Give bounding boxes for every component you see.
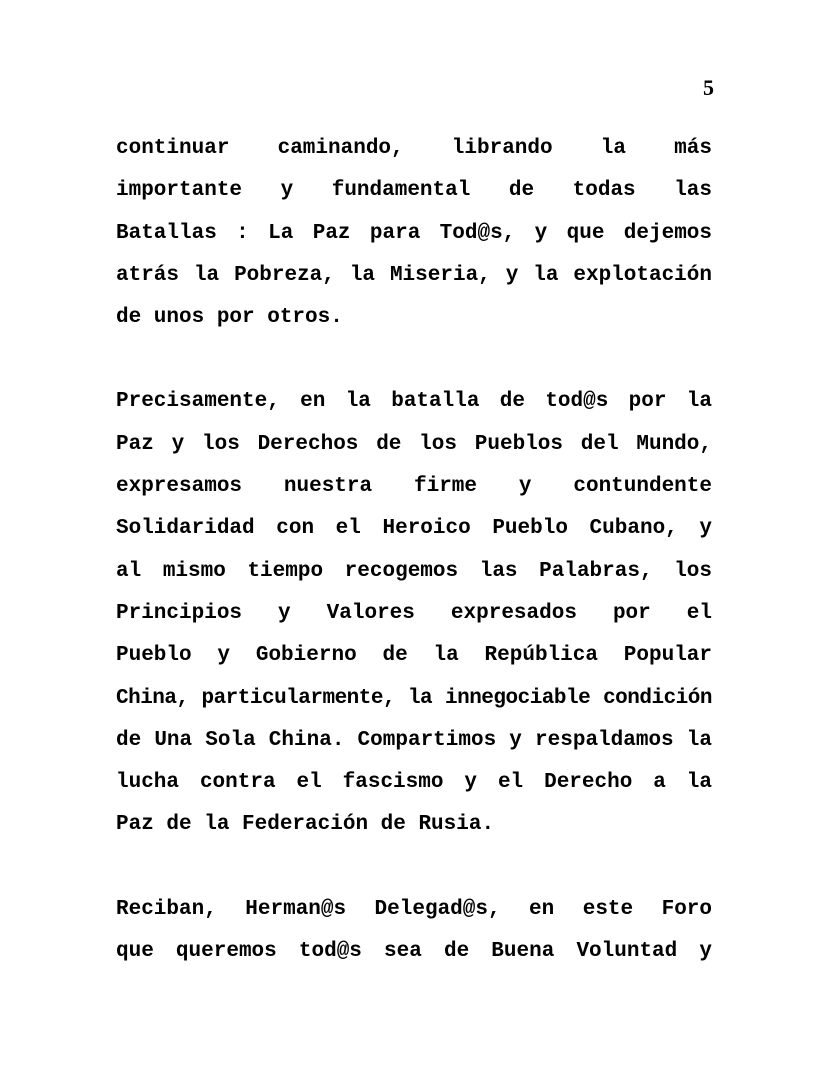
text-line: lucha contra el fascismo y el Derecho a la bbox=[116, 771, 712, 795]
text-line: Pueblo y Gobierno de la República Popular bbox=[116, 644, 712, 668]
text-line: de Una Sola China. Compartimos y respaldamos la bbox=[116, 728, 712, 752]
text-line: Paz de la Federación de Rusia. bbox=[116, 813, 495, 837]
text-line: Batallas : La Paz para Tod@s, y que dejemos bbox=[116, 221, 712, 245]
text-line: de unos por otros. bbox=[116, 306, 343, 330]
text-line: Precisamente, en la batalla de tod@s por la bbox=[116, 390, 712, 414]
page-number: 5 bbox=[703, 75, 714, 100]
text-line: continuar caminando, librando la más bbox=[116, 137, 712, 160]
body-text bbox=[116, 128, 712, 1015]
text-line: importante y fundamental de todas las bbox=[116, 179, 712, 203]
text-line: al mismo tiempo recogemos las Palabras, los bbox=[116, 559, 712, 583]
text-line: Reciban, Herman@s Delegad@s, en este Foro bbox=[116, 897, 712, 921]
text-line: Paz y los Derechos de los Pueblos del Mundo, bbox=[116, 432, 712, 456]
text-line: atrás la Pobreza, la Miseria, y la explotación bbox=[116, 263, 712, 287]
text-line: expresamos nuestra firme y contundente bbox=[116, 475, 712, 499]
text-line: China, particularmente, la innegociable condición bbox=[116, 686, 712, 710]
paragraph-3 bbox=[116, 889, 712, 974]
text-line: que queremos tod@s sea de Buena Voluntad y bbox=[116, 940, 712, 964]
paragraph-1 bbox=[116, 128, 712, 339]
text-line: Principios y Valores expresados por el bbox=[116, 601, 712, 625]
paragraph-2 bbox=[116, 381, 712, 846]
text-line: Solidaridad con el Heroico Pueblo Cubano, y bbox=[116, 517, 712, 541]
